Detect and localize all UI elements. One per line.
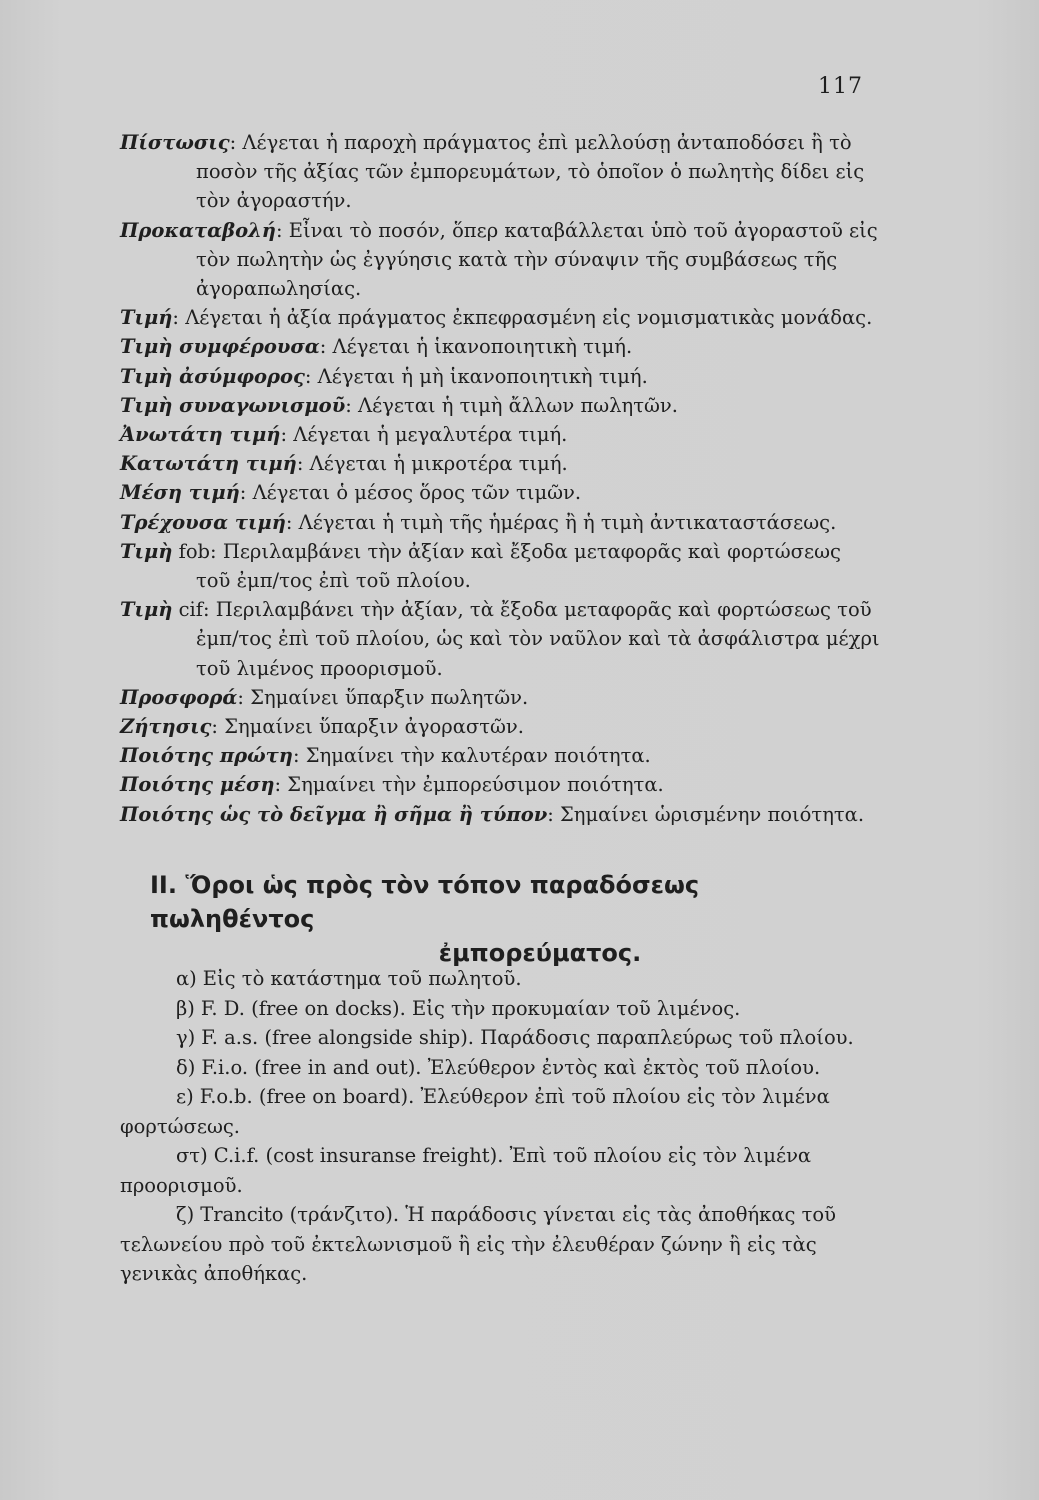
- definition-text: Λέγεται ἡ τιμὴ ἄλλων πωλητῶν.: [358, 393, 678, 417]
- definition-separator: :: [237, 685, 251, 709]
- definition-term: Τιμὴ: [120, 598, 173, 622]
- definition-term: Προσφορά: [120, 685, 238, 709]
- definition-term: Τιμή: [120, 306, 173, 330]
- definition-entry: [120, 537, 880, 595]
- definition-term: Τιμὴ: [120, 539, 173, 563]
- definition-separator: :: [547, 802, 561, 826]
- section-number: ΙΙ.: [150, 871, 177, 899]
- definition-entry: [120, 741, 880, 770]
- definition-separator: :: [296, 452, 310, 476]
- definition-entry: [120, 478, 880, 507]
- definition-text: Σημαίνει ὕπαρξιν πωλητῶν.: [250, 685, 529, 709]
- definition-text: Λέγεται ἡ μὴ ἱκανοποιητικὴ τιμή.: [317, 364, 648, 388]
- item-text: C.i.f. (cost insuranse freight). Ἐπὶ τοῦ πλοίου εἰς τὸν λιμένα προορισμοῦ.: [120, 1144, 812, 1197]
- delivery-terms-list: [120, 964, 890, 1289]
- section-title-continuation: ἐμπορεύματος.: [438, 939, 642, 967]
- definition-entry: [120, 128, 880, 216]
- definition-term: Προκαταβολή: [120, 218, 276, 242]
- section-title: Ὅροι ὡς πρὸς τὸν τόπον παραδόσεως πωληθέντος: [150, 871, 700, 933]
- definition-term: Τρέχουσα τιμή: [120, 510, 286, 534]
- definition-text: Σημαίνει τὴν ἐμπορεύσιμον ποιότητα.: [287, 773, 664, 797]
- definition-entry: [120, 683, 880, 712]
- definition-entry: [120, 595, 880, 683]
- definition-term: Τιμὴ συναγωνισμοῦ: [120, 393, 346, 417]
- item-text: F. D. (free on docks). Εἰς τὴν προκυμαίαν τοῦ λιμένος.: [200, 996, 741, 1020]
- definition-text: Λέγεται ἡ παροχὴ πράγματος ἐπὶ μελλούσῃ ἀνταποδόσει ἢ τὸ ποσὸν τῆς ἀξίας τῶν ἐμπορευμάτων, τὸ ὁποῖον ὁ πωλητὴς δίδει εἰς τὸν ἀγοραστήν.: [196, 131, 865, 213]
- definition-entry: [120, 391, 880, 420]
- item-label: δ): [176, 1055, 196, 1079]
- definition-text: Περιλαμβάνει τὴν ἀξίαν, τὰ ἔξοδα μεταφορᾶς καὶ φορτώσεως τοῦ ἐμπ/τος ἐπὶ τοῦ πλοίου, ὡς καὶ τὸν ναῦλον καὶ τὰ ἀσφάλιστρα μέχρι τοῦ λιμένος προορισμοῦ.: [196, 598, 880, 680]
- definition-text: Λέγεται ἡ ἀξία πράγματος ἐκπεφρασμένη εἰς νομισματικὰς μονάδας.: [185, 306, 873, 330]
- definition-entry: [120, 449, 880, 478]
- list-item: [120, 1082, 890, 1141]
- definitions-list: [120, 128, 880, 829]
- item-label: στ): [176, 1144, 208, 1167]
- item-text: F.o.b. (free on board). Ἐλεύθερον ἐπὶ τοῦ πλοίου εἰς τὸν λιμένα φορτώσεως.: [120, 1085, 830, 1138]
- definition-separator: cif:: [172, 598, 216, 622]
- item-label: β): [176, 996, 195, 1020]
- item-text: F.i.o. (free in and out). Ἐλεύθερον ἐντὸς καὶ ἐκτὸς τοῦ πλοίου.: [201, 1055, 821, 1079]
- definition-term: Ποιότης ὡς τὸ δεῖγμα ἢ σῆμα ἢ τύπον: [120, 802, 548, 826]
- definition-separator: :: [319, 335, 333, 359]
- list-item: [120, 1053, 890, 1083]
- definition-text: Λέγεται ἡ ἱκανοποιητικὴ τιμή.: [332, 335, 633, 359]
- definition-separator: :: [239, 481, 253, 505]
- item-text: F. a.s. (free alongside ship). Παράδοσις παραπλεύρως τοῦ πλοίου.: [201, 1026, 854, 1049]
- definition-separator: :: [274, 773, 288, 797]
- item-label: ζ): [176, 1203, 195, 1226]
- item-label: ε): [176, 1085, 194, 1108]
- definition-entry: [120, 508, 880, 537]
- page-number: 117: [818, 74, 863, 99]
- section-heading: [150, 868, 870, 970]
- list-item: [120, 964, 890, 994]
- definition-text: Εἶναι τὸ ποσόν, ὅπερ καταβάλλεται ὑπὸ τοῦ ἀγοραστοῦ εἰς τὸν πωλητὴν ὡς ἐγγύησις κατὰ τὴν σύναψιν τῆς συμβάσεως τῆς ἀγοραπωλησίας.: [196, 218, 878, 301]
- definition-separator: :: [292, 744, 306, 768]
- definition-separator: :: [275, 218, 289, 242]
- definition-term: Ποιότης μέση: [120, 773, 275, 797]
- section-heading-line1: [150, 868, 870, 936]
- definition-term: Μέση τιμή: [120, 481, 240, 505]
- definition-term: Πίστωσις: [120, 131, 230, 154]
- definition-text: Σημαίνει ὕπαρξιν ἀγοραστῶν.: [224, 715, 524, 739]
- definition-separator: fob:: [172, 539, 223, 563]
- item-text: Trancito (τράνζιτο). Ἡ παράδοσις γίνεται εἰς τὰς ἀποθήκας τοῦ τελωνείου πρὸ τοῦ ἐκτελωνισμοῦ ἢ εἰς τὴν ἐλευθέραν ζώνην ἢ εἰς τὰς γενικὰς ἀποθήκας.: [120, 1203, 836, 1285]
- definition-entry: [120, 332, 880, 361]
- definition-text: Λέγεται ἡ μεγαλυτέρα τιμή.: [293, 423, 568, 447]
- definition-term: Τιμὴ ἀσύμφορος: [120, 364, 305, 388]
- definition-term: Τιμὴ συμφέρουσα: [120, 335, 320, 359]
- definition-entry: [120, 770, 880, 799]
- list-item: [120, 1200, 890, 1289]
- definition-entry: [120, 216, 880, 304]
- list-item: [120, 1141, 890, 1200]
- definition-text: Λέγεται ὁ μέσος ὅρος τῶν τιμῶν.: [252, 481, 582, 505]
- definition-entry: [120, 420, 880, 449]
- definition-term: Ποιότης πρώτη: [120, 744, 293, 768]
- definition-separator: :: [345, 393, 359, 417]
- definition-separator: :: [304, 364, 318, 388]
- definition-separator: :: [229, 131, 243, 154]
- definition-text: Σημαίνει τὴν καλυτέραν ποιότητα.: [305, 744, 651, 768]
- definition-separator: :: [280, 423, 294, 447]
- definition-separator: :: [285, 510, 299, 534]
- item-text: Εἰς τὸ κατάστημα τοῦ πωλητοῦ.: [202, 967, 522, 990]
- definition-entry: [120, 712, 880, 741]
- definition-entry: [120, 800, 880, 829]
- definition-text: Σημαίνει ὡρισμένην ποιότητα.: [560, 802, 865, 826]
- item-label: γ): [176, 1026, 196, 1049]
- definition-separator: :: [172, 306, 186, 330]
- item-label: α): [176, 967, 197, 990]
- definition-term: Ἀνωτάτη τιμή: [120, 423, 281, 447]
- definition-text: Περιλαμβάνει τὴν ἀξίαν καὶ ἔξοδα μεταφορᾶς καὶ φορτώσεως τοῦ ἐμπ/τος ἐπὶ τοῦ πλοίου.: [196, 539, 841, 593]
- definition-term: Κατωτάτη τιμή: [120, 452, 297, 476]
- list-item: [120, 994, 890, 1024]
- definition-text: Λέγεται ἡ μικροτέρα τιμή.: [309, 452, 568, 476]
- definition-entry: [120, 362, 880, 391]
- definition-text: Λέγεται ἡ τιμὴ τῆς ἡμέρας ἢ ἡ τιμὴ ἀντικαταστάσεως.: [298, 510, 837, 534]
- definition-entry: [120, 303, 880, 332]
- list-item: [120, 1023, 890, 1053]
- definition-separator: :: [211, 715, 225, 739]
- definition-term: Ζήτησις: [120, 715, 212, 739]
